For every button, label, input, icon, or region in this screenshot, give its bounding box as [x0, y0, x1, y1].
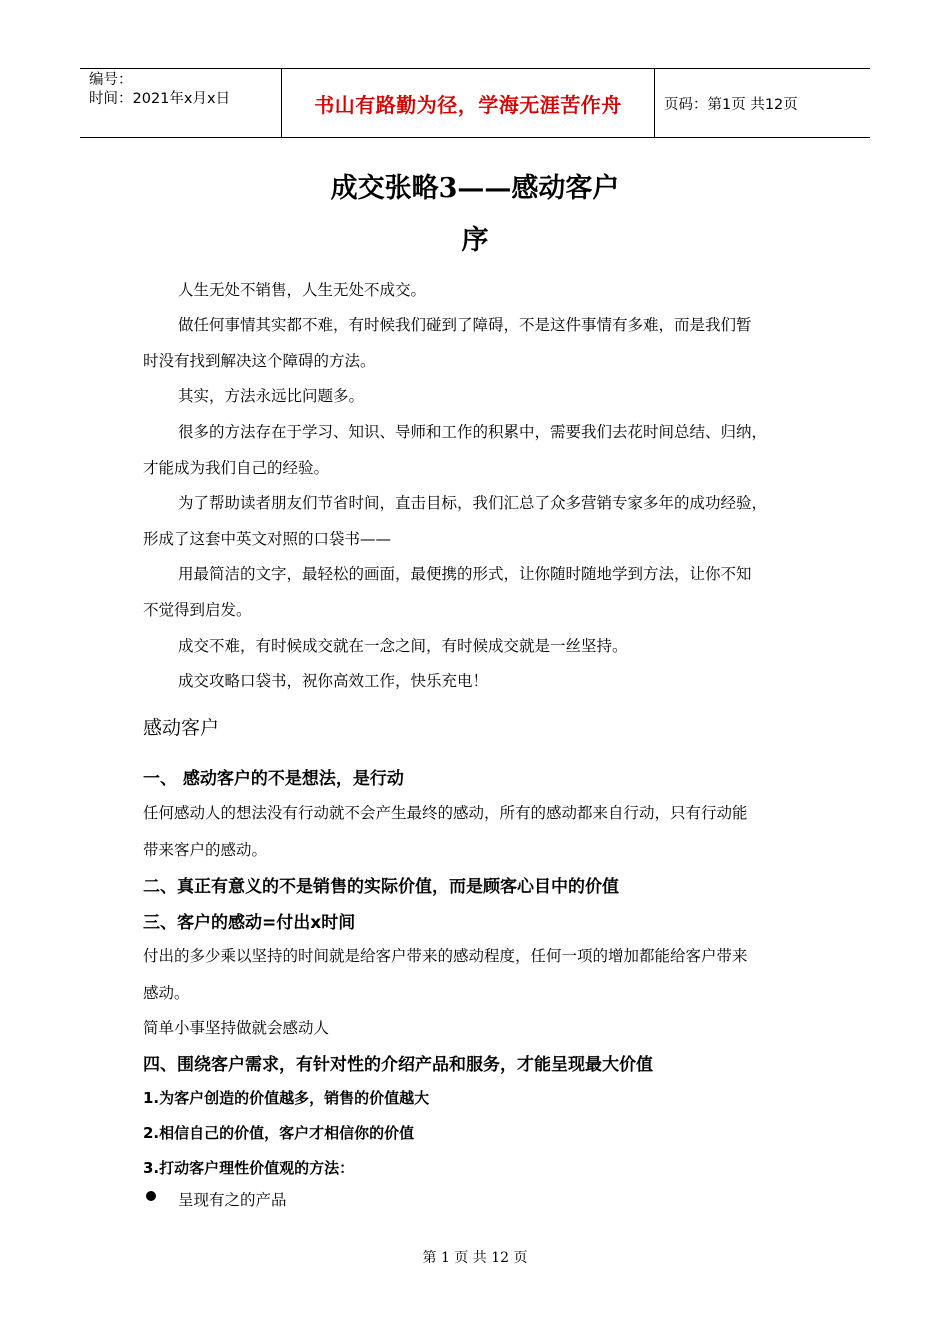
- section-3-text: 简单小事坚持做就会感动人: [143, 1019, 330, 1037]
- preface-paragraph: 才能成为我们自己的经验。: [143, 459, 330, 477]
- section-1-text: 带来客户的感动。: [143, 841, 268, 859]
- section-heading-2: 二、真正有意义的不是销售的实际价值，而是顾客心目中的价值: [143, 877, 619, 897]
- section-4-item: 1.为客户创造的价值越多，销售的价值越大: [143, 1089, 430, 1107]
- section-3-text: 感动。: [143, 984, 190, 1002]
- document-number-label: 编号：: [89, 72, 133, 88]
- preface-paragraph: 人生无处不销售，人生无处不成交。: [178, 281, 427, 299]
- page-footer: 第 1 页 共 12 页: [422, 1250, 528, 1266]
- preface-paragraph: 很多的方法存在于学习、知识、导师和工作的积累中，需要我们去花时间总结、归纳，: [178, 423, 768, 441]
- section-1-text: 任何感动人的想法没有行动就不会产生最终的感动，所有的感动都来自行动，只有行动能: [143, 804, 748, 822]
- preface-paragraph: 为了帮助读者朋友们节省时间，直击目标，我们汇总了众多营销专家多年的成功经验，: [178, 494, 768, 512]
- section-title: 感动客户: [143, 717, 220, 739]
- section-heading-1: 一、 感动客户的不是想法，是行动: [143, 769, 404, 789]
- header-meta: [80, 69, 282, 137]
- preface-paragraph: 形成了这套中英文对照的口袋书——: [143, 530, 392, 548]
- section-heading-3: 三、客户的感动=付出x时间: [143, 913, 356, 933]
- preface-paragraph: 用最简洁的文字，最轻松的画面，最便携的形式，让你随时随地学到方法，让你不知: [178, 565, 752, 583]
- preface-heading: 序: [461, 225, 489, 256]
- section-heading-4: 四、围绕客户需求，有针对性的介绍产品和服务，才能呈现最大价值: [143, 1055, 653, 1075]
- preface-paragraph: 其实，方法永远比问题多。: [178, 387, 365, 405]
- document-title: 成交张略3——感动客户: [330, 173, 620, 204]
- header-motto: 书山有路勤为径，学海无涯苦作舟: [282, 69, 655, 137]
- preface-paragraph: 成交攻略口袋书，祝你高效工作，快乐充电！: [178, 672, 489, 690]
- preface-paragraph: 成交不难，有时候成交就在一念之间，有时候成交就是一丝坚持。: [178, 637, 628, 655]
- header-page-info: 页码：第1页 共12页: [664, 96, 798, 113]
- bullet-icon: [146, 1191, 156, 1201]
- page-header: [80, 68, 870, 138]
- preface-paragraph: 时没有找到解决这个障碍的方法。: [143, 352, 376, 370]
- document-date-label: 时间：2021年x月x日: [89, 91, 231, 107]
- section-4-item: 3.打动客户理性价值观的方法：: [143, 1159, 355, 1177]
- preface-paragraph: 做任何事情其实都不难，有时候我们碰到了障碍，不是这件事情有多难，而是我们暂: [178, 316, 752, 334]
- section-4-item: 2.相信自己的价值，客户才相信你的价值: [143, 1124, 415, 1142]
- bullet-item: 呈现有之的产品: [178, 1191, 287, 1209]
- section-3-text: 付出的多少乘以坚持的时间就是给客户带来的感动程度，任何一项的增加都能给客户带来: [143, 947, 748, 965]
- preface-paragraph: 不觉得到启发。: [143, 601, 252, 619]
